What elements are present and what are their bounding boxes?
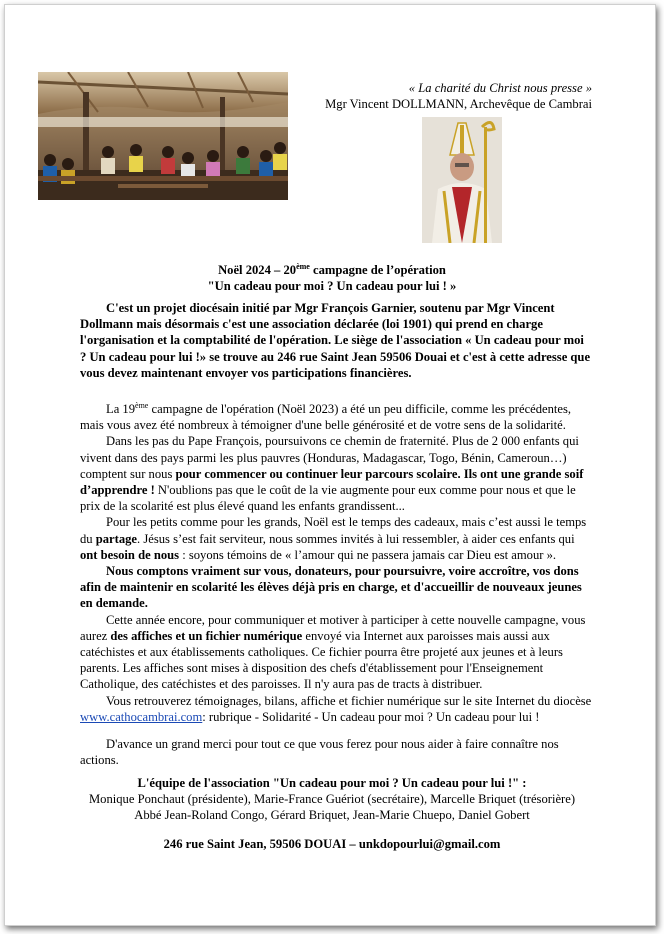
text: Dans les pas du Pape François, poursuivons ce chemin de fraternité. Plus de 2 000 enfants qui vivent dans des pays parmi les plus pauvres (Honduras, Madagascar, Togo, Bénin, Cameroun…) comptent sur nous <box>80 434 579 481</box>
text: Cette année encore, pour communiquer et motiver à participer à cette nouvelle campagne, vous aurez <box>80 612 586 643</box>
text: N'oublions pas que le coût de la vie augmente pour eux comme pour nous et que le prix de la scolarité est plus élevé quand les enfants grandissent... <box>80 483 576 514</box>
spacer <box>80 381 592 401</box>
epigraph <box>300 80 592 112</box>
spacer <box>80 725 592 736</box>
team-members-line-2: Abbé Jean-Roland Congo, Gérard Briquet, Jean-Marie Chuepo, Daniel Gobert <box>134 808 530 823</box>
paragraph-christmas <box>80 514 592 563</box>
letter-body <box>80 300 592 768</box>
bishop-portrait <box>422 117 502 243</box>
website-link[interactable]: www.cathocambrai.com <box>80 709 203 724</box>
emphasis: ont besoin de nous <box>80 547 180 562</box>
emphasis: pour commencer ou continuer leur parcours scolaire. Ils ont une grande soif d’apprendre ! <box>80 466 584 498</box>
text: : rubrique - Solidarité - Un cadeau pour moi ? Un cadeau pour lui ! <box>202 709 540 724</box>
intro-paragraph: C'est un projet diocésain initié par Mgr François Garnier, soutenu par Mgr Vincent Dollmann mais désormais c'est une association déclarée (loi 1901) qui prend en charge l'organisation et la comptabilité de l'opération. Le siège de l'association « Un cadeau pour moi ? Un cadeau pour lui !» se trouve au 246 rue Saint Jean 59506 Douai et c'est à cette adresse que vous devez maintenant envoyer vos participations financières. <box>80 301 591 380</box>
emphasis: partage <box>95 531 138 546</box>
paragraph-posters <box>80 612 592 693</box>
classroom-photo <box>38 72 288 200</box>
paragraph-campaign-19 <box>80 401 592 433</box>
paragraph-website <box>80 693 592 725</box>
headline-line-2: "Un cadeau pour moi ? Un cadeau pour lui ! » <box>207 279 457 293</box>
headline-superscript: ème <box>296 262 310 271</box>
text: envoyé via Internet aux paroisses mais aussi aux catéchistes et aux établissements catholiques. Ce fichier pourra être projeté aux jeunes et à leurs parents. Les affiches sont mises à disposition des chefs d'établissement pour l'Enseignement Catholique, des catéchistes et des paroisses. Il n'y aura pas de tracts à distribuer. <box>80 628 563 692</box>
paragraph-thanks: D'avance un grand merci pour tout ce que vous ferez pour nous aider à faire connaître nos actions. <box>80 737 559 768</box>
emphasis: des affiches et un fichier numérique <box>110 628 303 643</box>
team-members-line-1: Monique Ponchaut (présidente), Marie-France Guériot (secrétaire), Marcelle Briquet (trésorière) <box>88 792 576 807</box>
epigraph-author: Mgr Vincent DOLLMANN, Archevêque de Cambrai <box>325 97 592 111</box>
text: . Jésus s’est fait serviteur, nous sommes invités à lui ressembler, à aider ces enfants qui <box>137 531 575 546</box>
text: campagne de l'opération (Noël 2023) a été un peu difficile, comme les précédentes, mais vous avez été nombreux à témoigner d'une belle générosité et de votre sens de la solidarité. <box>80 402 572 433</box>
text: La 19 <box>106 402 136 417</box>
text: Vous retrouverez témoignages, bilans, affiche et fichier numérique sur le site Internet du diocèse <box>106 693 592 708</box>
headline-text: campagne de l’opération <box>309 263 446 277</box>
paragraph-donors: Nous comptons vraiment sur vous, donateurs, pour poursuivre, voire accroître, vos dons afin de maintenir en scolarité les élèves déjà pris en charge, et d'accueillir de nouveaux jeunes en demande. <box>80 564 582 611</box>
team-block <box>0 775 664 824</box>
superscript: ème <box>135 401 149 411</box>
epigraph-quote: « La charité du Christ nous presse » <box>408 81 592 95</box>
footer-address-text: 246 rue Saint Jean, 59506 DOUAI – unkdopourlui@gmail.com <box>163 837 501 851</box>
headline-text: Noël 2024 – 20 <box>218 263 297 277</box>
text: Pour les petits comme pour les grands, Noël est le temps des cadeaux, mais c’est aussi le temps du <box>80 515 587 546</box>
team-title: L'équipe de l'association "Un cadeau pour moi ? Un cadeau pour lui !" : <box>137 776 527 790</box>
footer-address <box>0 836 664 852</box>
campaign-headline <box>0 262 664 294</box>
headline-line-1 <box>0 262 664 278</box>
text: : soyons témoins de « l’amour qui ne passera jamais car Dieu est amour ». <box>179 547 557 562</box>
paragraph-pope-francis <box>80 433 592 514</box>
